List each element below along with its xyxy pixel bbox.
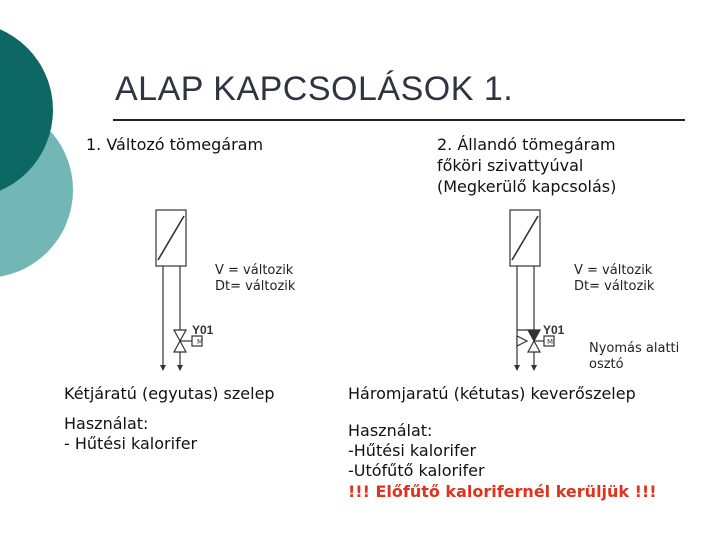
left-usage-label: Használat: (64, 414, 149, 433)
right-heading-line2: főköri szivattyúval (437, 156, 584, 175)
right-usage-item-1: -Hűtési kalorifer (348, 441, 477, 460)
right-valve-left (517, 336, 527, 346)
left-valve-bottom (174, 341, 186, 352)
right-motor-label: M (547, 338, 554, 346)
right-heading-line3: (Megkerülő kapcsolás) (437, 177, 617, 196)
right-usage-item-2: -Utófűtő kalorifer (348, 461, 485, 480)
right-note-line2: Dt= változik (574, 279, 655, 294)
pressure-note-line2: osztó (589, 357, 624, 372)
left-usage-item: - Hűtési kalorifer (64, 434, 198, 453)
left-valve-tag: Y01 (192, 323, 214, 337)
right-note-line1: V = változik (574, 263, 653, 278)
right-heading-line1: 2. Állandó tömegáram (437, 135, 616, 154)
right-valve-bottom (528, 341, 540, 352)
left-valve-top (174, 330, 186, 341)
left-motor-label: M (197, 338, 204, 346)
left-note-line2: Dt= változik (215, 279, 296, 294)
pressure-note-line1: Nyomás alatti (589, 341, 680, 356)
right-caption: Háromjaratú (kétutas) keverőszelep (348, 384, 636, 403)
right-valve-tag: Y01 (543, 323, 565, 337)
left-caption: Kétjáratú (egyutas) szelep (64, 384, 275, 403)
left-heading: 1. Változó tömegáram (86, 135, 264, 154)
slide-title: ALAP KAPCSOLÁSOK 1. (115, 70, 514, 108)
right-usage-label: Használat: (348, 421, 433, 440)
left-note-line1: V = változik (215, 263, 294, 278)
right-diagram (480, 205, 580, 375)
right-valve-top (528, 330, 540, 341)
warning-text: !!! Előfűtő kalorifernél kerüljük !!! (348, 482, 657, 501)
title-underline (113, 119, 685, 121)
